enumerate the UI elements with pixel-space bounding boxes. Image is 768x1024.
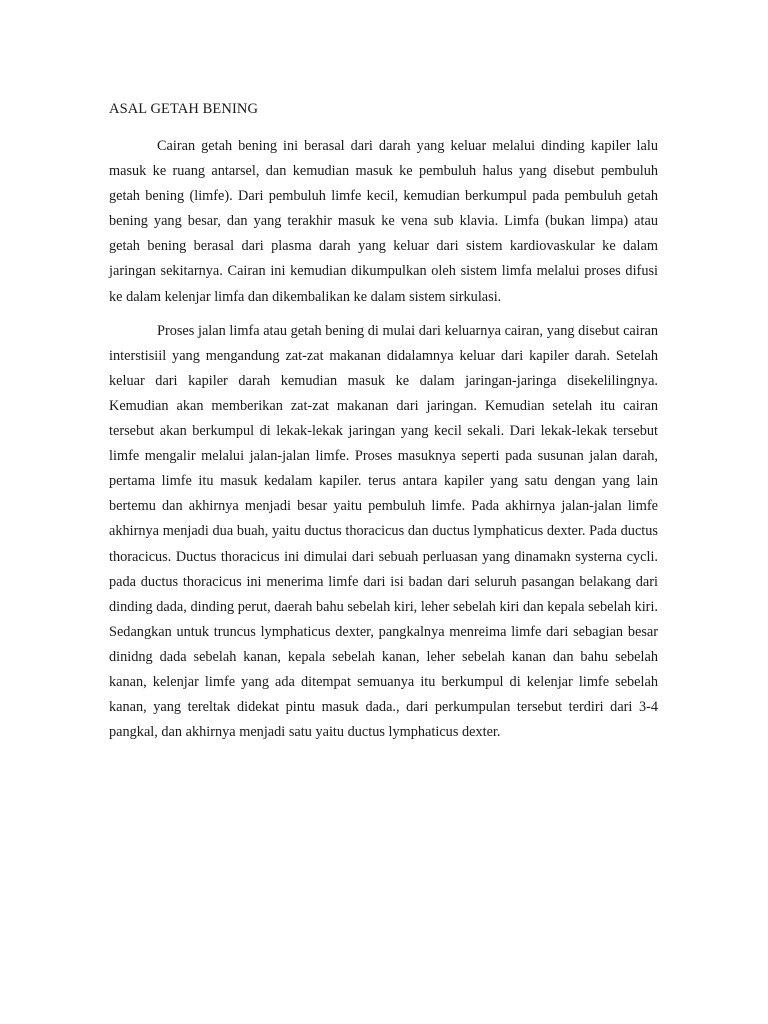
paragraph-origin: Cairan getah bening ini berasal dari darah yang keluar melalui dinding kapiler lalu masuk ke ruang antarsel, dan kemudian masuk ke pembuluh halus yang disebut pembuluh getah bening (limfe). Dari pembuluh limfe kecil, kemudian berkumpul pada pembuluh getah bening yang besar, dan yang terakhir masuk ke vena sub klavia. Limfa (bukan limpa) atau getah bening berasal dari plasma darah yang keluar dari sistem kardiovaskular ke dalam jaringan sekitarnya. Cairan ini kemudian dikumpulkan oleh sistem limfa melalui proses difusi ke dalam kelenjar limfa dan dikembalikan ke dalam sistem sirkulasi.: [109, 138, 658, 305]
paragraph-process: Proses jalan limfa atau getah bening di mulai dari keluarnya cairan, yang disebut cairan interstisiil yang mengandung zat-zat makanan didalamnya keluar dari kapiler darah. Setelah keluar dari kapiler darah kemudian masuk ke dalam jaringan-jaringa disekelilingnya. Kemudian akan memberikan zat-zat makanan dari jaringan. Kemudian setelah itu cairan tersebut akan berkumpul di lekak-lekak jaringan yang kecil sekali. Dari lekak-lekak tersebut limfe mengalir melalui jalan-jalan limfe. Proses masuknya seperti pada susunan jalan darah, pertama limfe itu masuk kedalam kapiler. terus antara kapiler yang satu dengan yang lain bertemu dan akhirnya menjadi besar yaitu pembuluh limfe. Pada akhirnya jalan-jalan limfe akhirnya menjadi dua buah, yaitu ductus thoracicus dan ductus lymphaticus dexter. Pada ductus thoracicus. Ductus thoracicus ini dimulai dari sebuah perluasan yang dinamakn systerna cycli. pada ductus thoracicus ini menerima limfe dari isi badan dari seluruh pasangan belakang dari dinding dada, dinding perut, daerah bahu sebelah kiri, leher sebelah kiri dan kepala sebelah kiri. Sedangkan untuk truncus lymphaticus dexter, pangkalnya menreima limfe dari sebagian besar dinidng dada sebelah kanan, kepala sebelah kanan, leher sebelah kanan dan bahu sebelah kanan, kelenjar limfe yang ada ditempat semuanya itu berkumpul di kelenjar limfe sebelah kanan, yang tereltak didekat pintu masuk dada., dari perkumpulan tersebut terdiri dari 3-4 pangkal, dan akhirnya menjadi satu yaitu ductus lymphaticus dexter.: [109, 322, 658, 741]
document-body: [109, 134, 658, 745]
document-heading: ASAL GETAH BENING: [109, 101, 259, 117]
